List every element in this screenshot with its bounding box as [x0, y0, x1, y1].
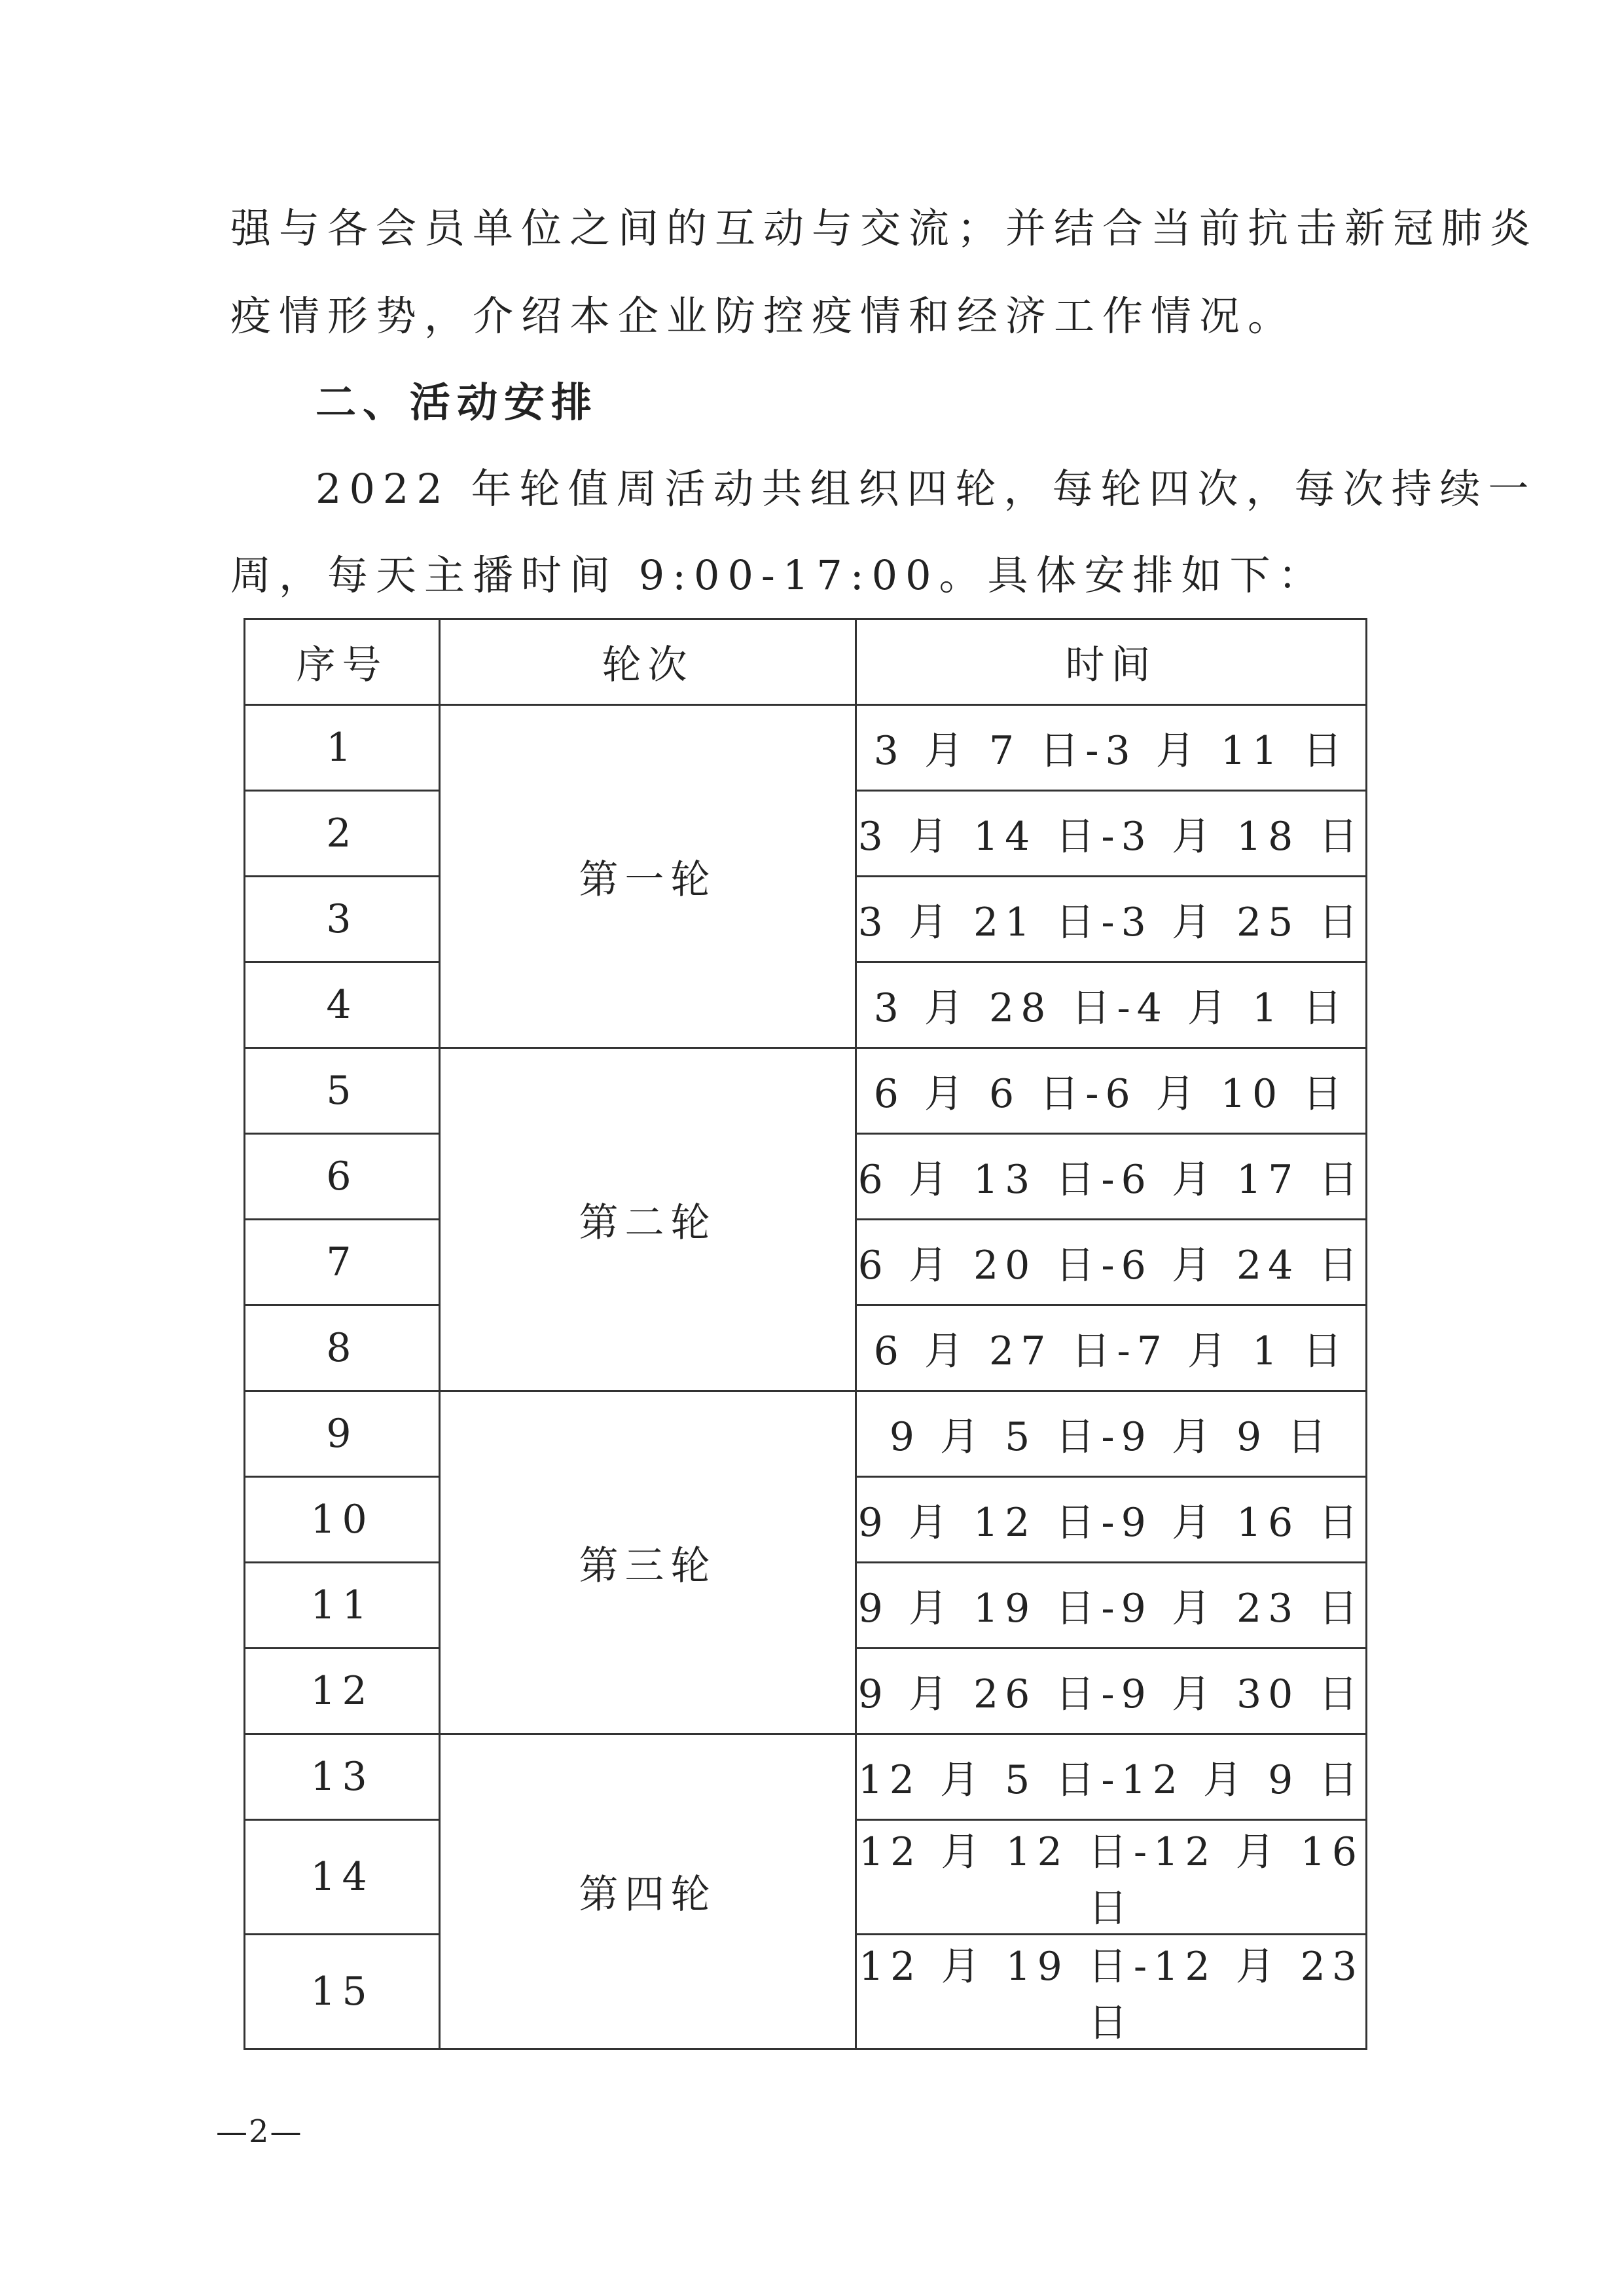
round-label: 第四轮 — [440, 1734, 856, 2049]
paragraph-line: 周，每天主播时间 9:00-17:00。具体安排如下： — [230, 551, 1327, 599]
row-number: 13 — [245, 1734, 440, 1820]
row-time: 9 月 26 日-9 月 30 日 — [856, 1649, 1367, 1734]
row-number: 12 — [245, 1649, 440, 1734]
table-header-row — [245, 619, 1367, 705]
row-time: 6 月 6 日-6 月 10 日 — [856, 1048, 1367, 1134]
row-number: 8 — [245, 1305, 440, 1391]
row-number: 2 — [245, 791, 440, 877]
round-label: 第二轮 — [440, 1048, 856, 1391]
paragraph-line: 强与各会员单位之间的互动与交流；并结合当前抗击新冠肺炎 — [230, 204, 1539, 252]
row-time: 6 月 13 日-6 月 17 日 — [856, 1134, 1367, 1220]
paragraph-line: 疫情形势，介绍本企业防控疫情和经济工作情况。 — [230, 292, 1297, 340]
row-number: 14 — [245, 1820, 440, 1935]
row-time: 12 月 12 日-12 月 16 日 — [856, 1820, 1367, 1935]
row-time: 12 月 5 日-12 月 9 日 — [856, 1734, 1367, 1820]
header-round: 轮次 — [440, 619, 856, 705]
row-time: 3 月 7 日-3 月 11 日 — [856, 705, 1367, 791]
table-row — [245, 1391, 1367, 1477]
row-number: 4 — [245, 962, 440, 1048]
round-label: 第三轮 — [440, 1391, 856, 1734]
row-number: 15 — [245, 1935, 440, 2049]
table-row — [245, 705, 1367, 791]
row-time: 9 月 19 日-9 月 23 日 — [856, 1563, 1367, 1649]
section-heading: 二、活动安排 — [315, 378, 599, 426]
header-number: 序号 — [245, 619, 440, 705]
row-number: 5 — [245, 1048, 440, 1134]
row-number: 3 — [245, 877, 440, 962]
table-row — [245, 1734, 1367, 1820]
row-time: 9 月 5 日-9 月 9 日 — [856, 1391, 1367, 1477]
page-number: —2— — [216, 2113, 303, 2150]
schedule-table — [243, 618, 1367, 2050]
table-row — [245, 1048, 1367, 1134]
row-time: 3 月 28 日-4 月 1 日 — [856, 962, 1367, 1048]
row-time: 12 月 19 日-12 月 23 日 — [856, 1935, 1367, 2049]
row-time: 3 月 21 日-3 月 25 日 — [856, 877, 1367, 962]
paragraph-line: 2022 年轮值周活动共组织四轮，每轮四次，每次持续一 — [315, 465, 1537, 513]
round-label: 第一轮 — [440, 705, 856, 1048]
row-number: 1 — [245, 705, 440, 791]
row-number: 6 — [245, 1134, 440, 1220]
row-number: 7 — [245, 1220, 440, 1305]
header-time: 时间 — [856, 619, 1367, 705]
row-time: 3 月 14 日-3 月 18 日 — [856, 791, 1367, 877]
row-number: 9 — [245, 1391, 440, 1477]
row-number: 11 — [245, 1563, 440, 1649]
row-time: 6 月 27 日-7 月 1 日 — [856, 1305, 1367, 1391]
row-number: 10 — [245, 1477, 440, 1563]
row-time: 9 月 12 日-9 月 16 日 — [856, 1477, 1367, 1563]
row-time: 6 月 20 日-6 月 24 日 — [856, 1220, 1367, 1305]
